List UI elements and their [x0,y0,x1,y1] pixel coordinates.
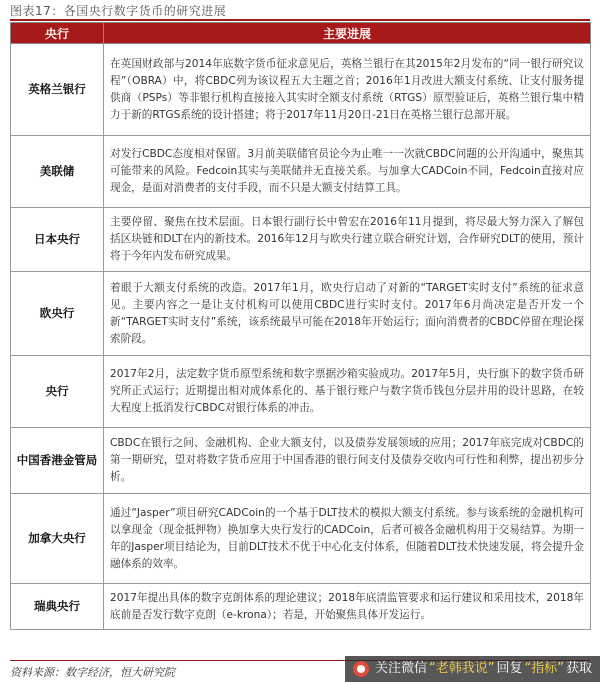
table-row [11,272,591,356]
table-row [11,428,591,494]
figure-title: 图表17：各国央行数字货币的研究进展 [10,4,227,18]
bank-progress: 通过“Jasper”项目研究CADCoin的一个基于DLT技术的模拟大额支付系统。参与该系统的金融机构可以拿现金（现金抵押物）换加拿大央行发行的CADCoin，后者可被各金融机构用于交易结算。为期一年的Jasper项目结论为，目前DLT技术不优于中心化支付体系，但随着DLT技术快速发展，将会提升金融体系的效率。 [104,494,591,584]
table-row [11,208,591,272]
bank-progress: 2017年2月，法定数字货币原型系统和数字票据沙箱实验成功。2017年5月，央行旗下的数字货币研究所正式运行；近期提出相对成体系化的、基于银行账户与数字货币钱包分层并用的设计思路，在较大程度上抵消发行CBDC对银行体系的冲击。 [104,356,591,428]
bank-name: 英格兰银行 [11,44,104,136]
watermark-prefix: 关注微信 [374,661,427,676]
wechat-logo-icon [353,661,369,677]
bank-name: 日本央行 [11,208,104,272]
bank-name: 央行 [11,356,104,428]
watermark-reply: 回复 [496,661,523,676]
bank-progress: CBDC在银行之间、金融机构、企业大额支付，以及债券发展领域的应用；2017年底完成对CBDC的第一期研究，望对将数字货币应用于中国香港的银行间支付及债券交收内可行性和利弊，提出初步分析。 [104,428,591,494]
bank-name: 美联储 [11,136,104,208]
table-row [11,494,591,584]
watermark-suffix: 获取 [565,661,592,676]
source-note: 资料来源：数字经济，恒大研究院 [10,666,175,679]
watermark-keyword: “指标” [524,661,564,676]
header-bank: 央行 [11,23,104,44]
table-row [11,44,591,136]
bank-progress: 对发行CBDC态度相对保留。3月前美联储官员论今为止唯一一次就CBDC问题的公开沟通中，聚焦其可能带来的风险。Fedcoin其实与美联储并无直接关系。与加拿大CADCoin不同，Fedcoin直接对应现金，是面对消费者的支付手段，而不只是大额支付结算工具。 [104,136,591,208]
bank-progress: 主要停留、聚焦在技术层面。日本银行副行长中曾宏在2016年11月提到，将尽最大努力深入了解包括区块链和DLT在内的新技术。2016年12月与欧央行建立联合研究计划，合作研究DLT的使用，预计将于今年内发布研究成果。 [104,208,591,272]
table-row [11,356,591,428]
bank-progress: 2017年提出具体的数字克朗体系的理论建议；2018年底清监管要求和运行建议和采用技术，2018年底前是否发行数字克朗（e-krona）；若是，开始聚焦具体开发运行。 [104,584,591,630]
table-row [11,136,591,208]
bank-progress: 在英国财政部与2014年底数字货币征求意见后，英格兰银行在其2015年2月发布的“同一银行研究议程”（OBRA）中，将CBDC列为该议程五大主题之首；2016年1月改进大额支付系统、让支付服务提供商（PSPs）等非银行机构直接接入其实时全额支付系统（RTGS）原型验证后，英格兰银行集中精力于新的RTGS系统的设计搭建；将于2017年11月20日-21日在英格兰银行总部开展。 [104,44,591,136]
header-progress: 主要进展 [104,23,591,44]
title-rule [10,19,590,21]
watermark-banner [345,656,600,682]
table-row [11,584,591,630]
bank-name: 中国香港金管局 [11,428,104,494]
bank-name: 瑞典央行 [11,584,104,630]
progress-table [10,22,591,630]
bank-name: 欧央行 [11,272,104,356]
bank-name: 加拿大央行 [11,494,104,584]
bank-progress: 着眼于大额支付系统的改造。2017年1月，欧央行启动了对新的“TARGET实时支付”系统的征求意见。主要内容之一是让支付机构可以使用CBDC进行实时支付。2017年6月尚决定是否开发一个新“TARGET实时支付”系统，该系统最早可能在2018年开始运行；面向消费者的CBDC停留在理论探索阶段。 [104,272,591,356]
watermark-account: “老韩我说” [429,661,495,676]
table-header-row [11,23,591,44]
